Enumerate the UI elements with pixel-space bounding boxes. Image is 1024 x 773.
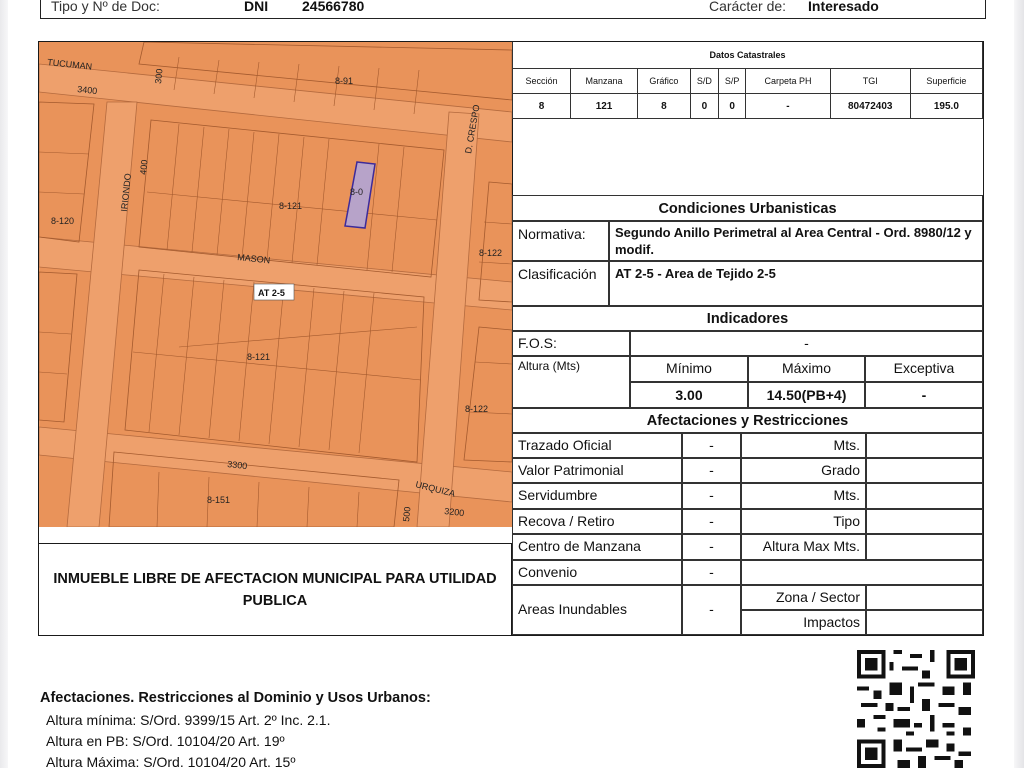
restriction-value: - — [682, 458, 741, 483]
cadastral-value: 8 — [637, 94, 690, 119]
altura-min-value: 3.00 — [630, 382, 748, 408]
doc-number-value: 24566780 — [302, 0, 365, 14]
cadastral-header: Sección — [513, 69, 571, 94]
altura-min-label: Mínimo — [630, 356, 748, 382]
map-label: 8-122 — [465, 404, 489, 414]
indicators-title: Indicadores — [512, 306, 983, 331]
restriction-label: Valor Patrimonial — [512, 458, 682, 483]
map-label: D. CRESPO — [463, 103, 482, 155]
qr-code-icon — [856, 650, 976, 768]
cadastral-header: Manzana — [571, 69, 638, 94]
impactos-entry — [866, 610, 983, 635]
restriction-entry — [866, 483, 983, 509]
map-label: 400 — [138, 159, 150, 176]
cadastral-table — [512, 42, 983, 119]
map-label: 500 — [401, 506, 413, 523]
footer-line: Altura mínima: S/Ord. 9399/15 Art. 2º Inc. 2.1. — [46, 712, 331, 728]
cadastral-header: Carpeta PH — [746, 69, 830, 94]
restriction-label: Recova / Retiro — [512, 509, 682, 534]
map-label: 3400 — [76, 84, 98, 97]
restriction-entry — [866, 509, 983, 534]
clasificacion-label: Clasificación — [512, 261, 609, 306]
cadastral-value: 8 — [513, 94, 571, 119]
map-label: 8-91 — [335, 76, 354, 86]
doc-type-label: Tipo y Nº de Doc: — [51, 0, 160, 14]
restriction-value: - — [682, 534, 741, 560]
altura-max-label: Máximo — [748, 356, 865, 382]
character-value: Interesado — [808, 0, 879, 14]
doc-type-value: DNI — [244, 0, 269, 14]
photo-edge-left — [0, 0, 8, 768]
cadastral-header: Gráfico — [637, 69, 690, 94]
cadastral-header: S/P — [718, 69, 745, 94]
map-label: 8-0 — [350, 187, 364, 197]
footer-line: Altura en PB: S/Ord. 10104/20 Art. 19º — [46, 733, 285, 749]
fos-value: - — [630, 331, 983, 356]
cadastral-header: Superficie — [910, 69, 982, 94]
map-label: 300 — [153, 68, 165, 85]
impactos-label: Impactos — [741, 610, 866, 635]
altura-exc-value: - — [865, 382, 983, 408]
restriction-unit: Tipo — [741, 509, 866, 534]
restrictions-title: Afectaciones y Restricciones — [512, 408, 983, 433]
cadastral-value: 121 — [571, 94, 638, 119]
cadastral-header: TGI — [830, 69, 910, 94]
restriction-label: Trazado Oficial — [512, 433, 682, 458]
footer-line: Altura Máxima: S/Ord. 10104/20 Art. 15º — [46, 754, 296, 770]
conditions-title: Condiciones Urbanisticas — [512, 195, 983, 221]
fos-label: F.O.S: — [512, 331, 630, 356]
character-label: Carácter de: — [709, 0, 787, 14]
restriction-entry — [866, 433, 983, 458]
restriction-entry — [741, 560, 983, 585]
clasificacion-value: AT 2-5 - Area de Tejido 2-5 — [609, 261, 983, 306]
map-label: 8-122 — [479, 248, 503, 258]
altura-label: Altura (Mts) — [512, 356, 630, 408]
photo-edge-right — [1014, 0, 1024, 768]
restriction-unit: Mts. — [741, 483, 866, 509]
cadastral-value: - — [746, 94, 830, 119]
normativa-label: Normativa: — [512, 221, 609, 261]
restriction-unit: Grado — [741, 458, 866, 483]
cadastral-header: S/D — [690, 69, 718, 94]
restriction-value: - — [682, 560, 741, 585]
altura-max-value: 14.50(PB+4) — [748, 382, 865, 408]
map-label: MASON — [236, 252, 271, 266]
cadastral-value: 195.0 — [910, 94, 982, 119]
map-label: 8-121 — [279, 201, 303, 211]
map-label: 8-121 — [247, 352, 271, 362]
restriction-label: Areas Inundables — [512, 585, 682, 635]
map-label: 3200 — [443, 506, 465, 519]
zone-label: AT 2-5 — [258, 288, 285, 298]
utility-status-box — [39, 543, 512, 635]
restriction-label: Convenio — [512, 560, 682, 585]
restriction-unit: Mts. — [741, 433, 866, 458]
footer-notes — [40, 690, 431, 773]
restriction-entry — [866, 534, 983, 560]
cadastral-map[interactable] — [39, 42, 513, 527]
cadastral-value: 0 — [718, 94, 745, 119]
map-label: TUCUMAN — [46, 57, 93, 72]
map-label: 8-151 — [207, 495, 231, 505]
restriction-label: Servidumbre — [512, 483, 682, 509]
restriction-unit: Altura Max Mts. — [741, 534, 866, 560]
map-label: URQUIZA — [414, 479, 457, 499]
zona-sector-entry — [866, 585, 983, 610]
normativa-value: Segundo Anillo Perimetral al Area Central - Ord. 8980/12 y modif. — [609, 221, 983, 261]
cadastral-sheet — [38, 41, 984, 636]
urban-data-panel — [512, 42, 983, 635]
restriction-value: - — [682, 433, 741, 458]
map-label: 8-120 — [51, 216, 75, 226]
map-label: 3300 — [226, 459, 248, 472]
utility-status-text: INMUEBLE LIBRE DE AFECTACION MUNICIPAL PARA UTILIDAD PUBLICA — [53, 570, 497, 609]
cadastral-title: Datos Catastrales — [513, 42, 983, 69]
document-header-row — [40, 0, 986, 19]
cadastral-value: 0 — [690, 94, 718, 119]
restriction-entry — [866, 458, 983, 483]
footer-title: Afectaciones. Restricciones al Dominio y Usos Urbanos: — [40, 690, 431, 706]
restriction-label: Centro de Manzana — [512, 534, 682, 560]
restriction-value: - — [682, 483, 741, 509]
altura-exc-label: Exceptiva — [865, 356, 983, 382]
restriction-value: - — [682, 509, 741, 534]
zona-sector-label: Zona / Sector — [741, 585, 866, 610]
cadastral-value: 80472403 — [830, 94, 910, 119]
map-label: IRIONDO — [119, 172, 134, 213]
restriction-value: - — [682, 585, 741, 635]
